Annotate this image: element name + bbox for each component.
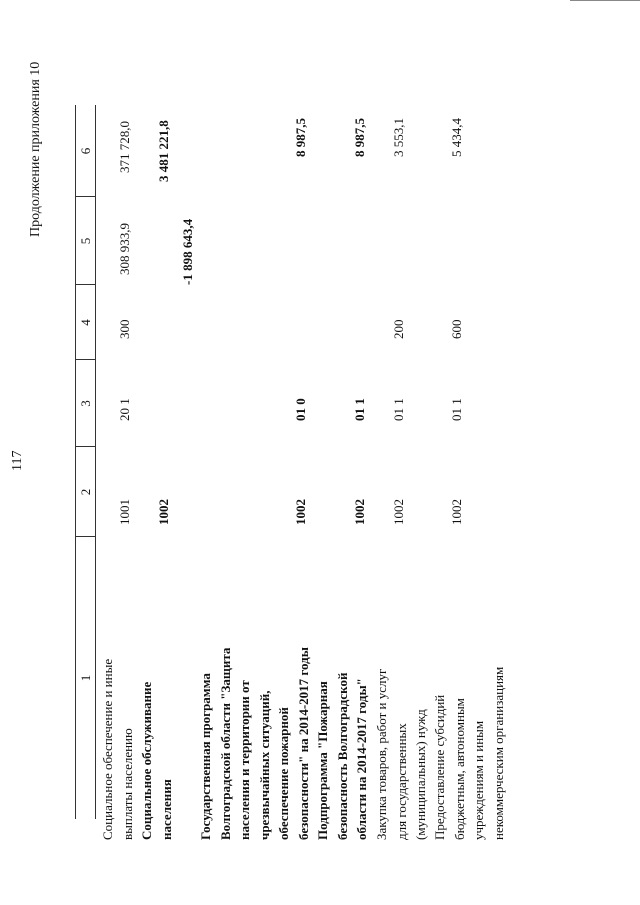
table-cell-type: 200 [391, 319, 406, 339]
table-cell-type: 600 [449, 319, 464, 339]
table-cell-section: 1001 [117, 499, 132, 525]
page-number: 117 [10, 450, 25, 471]
table-cell-amount-2: 8 987,5 [293, 118, 308, 157]
column-header-4: 4 [78, 319, 93, 326]
table-cell-amount-2: 5 434,4 [449, 118, 464, 157]
table-cell-section: 1002 [156, 499, 171, 525]
table-cell-target: 01 0 [293, 398, 308, 421]
column-header-6: 6 [78, 147, 93, 155]
table-cell-target: 01 1 [352, 398, 367, 421]
appendix-title: Продолжение приложения 10 [28, 61, 43, 237]
table-cell-type: 300 [117, 319, 132, 339]
table-header-bottom-border [95, 105, 96, 819]
table-cell-amount-1: -1 898 643,4 [180, 218, 195, 285]
table-cell-amount-1: 308 933,9 [117, 223, 132, 275]
table-cell-amount-2: 8 987,5 [352, 118, 367, 157]
table-row-name: Социальное обслуживание населения [139, 681, 174, 840]
table-cell-amount-2: 3 481 221,8 [156, 120, 171, 182]
scan-edge-mark [570, 0, 640, 1]
table-cell-amount-2: 3 553,1 [391, 118, 406, 157]
table-cell-section: 1002 [293, 499, 308, 525]
table-cell-target: 01 1 [391, 398, 406, 421]
table-cell-section: 1002 [352, 499, 367, 525]
table-cell-amount-2: 371 728,0 [117, 121, 132, 173]
column-header-5: 5 [78, 237, 93, 245]
table-cell-target: 01 1 [449, 398, 464, 421]
table-row-name: Государственная программа Волгоградской области "Защита населения и территории от чрезвычайных ситуаций, обеспечение пожарной безопасности" на 2014-2017 годы [198, 647, 311, 840]
table-row-name: Предоставление субсидий бюджетным, автономным учреждениям и иным некоммерческим организациям [432, 666, 506, 840]
column-header-3: 3 [78, 400, 93, 407]
table-row-name: Социальное обеспечение и иные выплаты населению [100, 658, 135, 840]
table-row-name: Подпрограмма "Пожарная безопасность Волгоградской области на 2014-2017 годы" [315, 672, 369, 840]
table-cell-section: 1002 [449, 499, 464, 525]
table-cell-section: 1002 [391, 499, 406, 525]
table-row-name: Закупка товаров, работ и услуг для государственных (муниципальных) нужд [374, 668, 428, 840]
table-top-border [75, 105, 76, 819]
column-header-1: 1 [78, 674, 93, 682]
column-header-2: 2 [78, 488, 93, 496]
table-cell-target: 20 1 [117, 398, 132, 421]
